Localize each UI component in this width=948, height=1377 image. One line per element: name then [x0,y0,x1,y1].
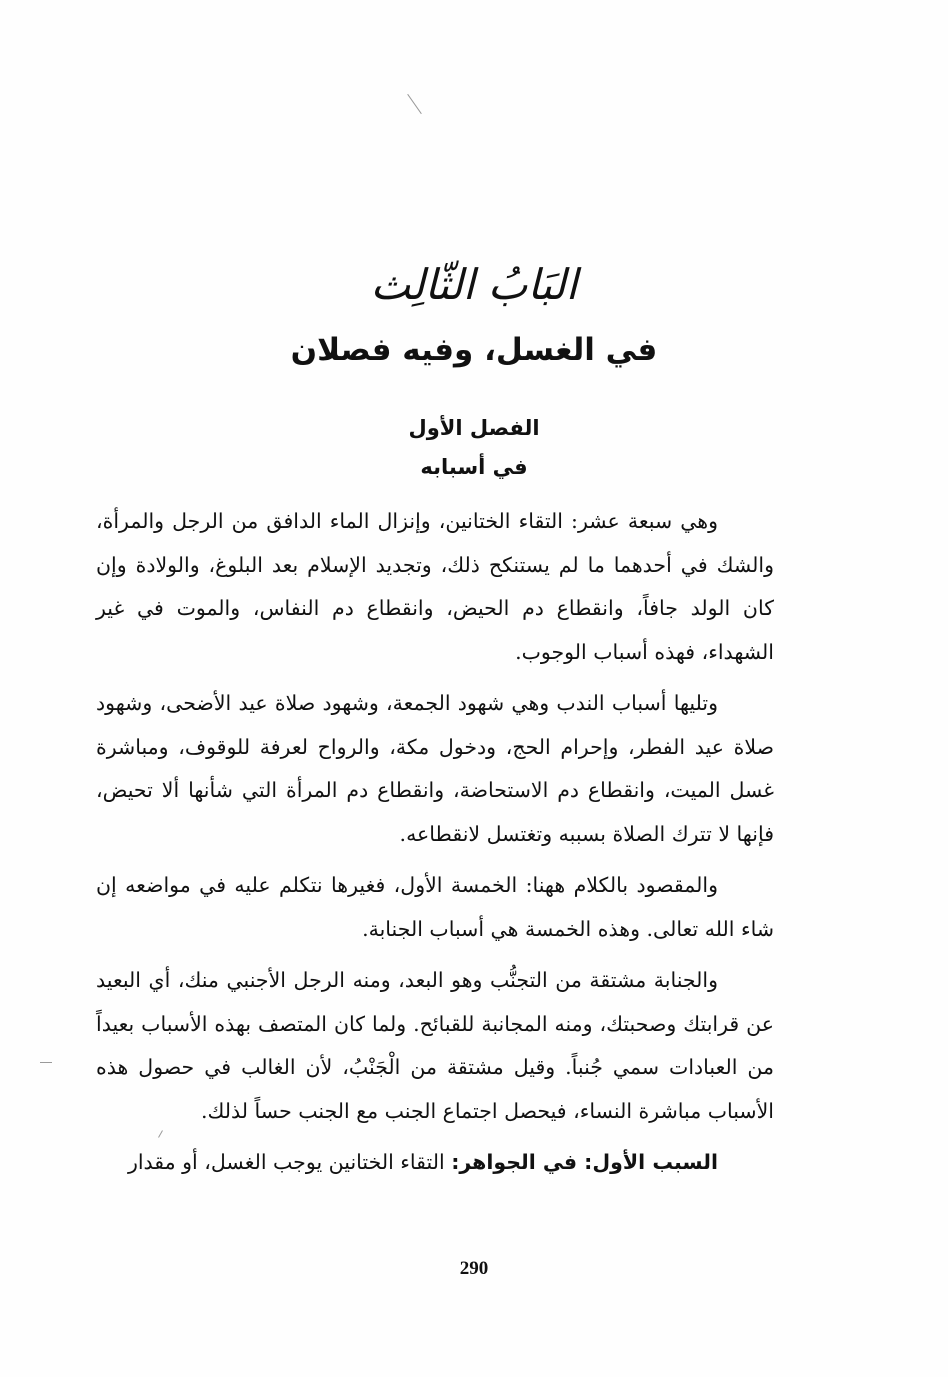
chapter-heading [0,252,948,486]
chapter-title: البَابُ الثّالِث [370,260,578,309]
chapter-subtitle: في الغسل، وفيه فصلان [290,332,658,368]
paragraph-lead: السبب الأول: في الجواهر: [451,1150,718,1174]
paragraph-last [96,1141,774,1185]
paragraph-text: التقاء الختانين يوجب الغسل، أو مقدار [127,1150,445,1174]
paragraph: وهي سبعة عشر: التقاء الختانين، وإنزال الماء الدافق من الرجل والمرأة، والشك في أحدهما ما لم يستنكح ذلك، وتجديد الإسلام بعد البلوغ، والولادة وإن كان الولد جافاً، وانقطاع دم الحيض، وانقطاع دم النفاس، والموت في غير الشهداء، فهذه أسباب الوجوب. [96,509,774,664]
section-subtitle: في أسبابه [420,455,528,479]
paragraph: والجنابة مشتقة من التجنُّب وهو البعد، ومنه الرجل الأجنبي منك، أي البعيد عن قرابتك وصحبتك، ومنه المجانبة للقبائح. ولما كان المتصف بهذه الأسباب بعيداً من العبادات سمي جُنباً. وقيل مشتقة من الْجَنْبُ، لأن الغالب في حصول هذه الأسباب مباشرة النساء، فيحصل اجتماع الجنب مع الجنب حساً لذلك. [96,968,774,1123]
paragraph: والمقصود بالكلام ههنا: الخمسة الأول، فغيرها نتكلم عليه في مواضعه إن شاء الله تعالى. وهذه الخمسة هي أسباب الجنابة. [96,873,774,941]
paragraph: وتليها أسباب الندب وهي شهود الجمعة، وشهود صلاة عيد الأضحى، وشهود صلاة عيد الفطر، وإحرام الحج، ودخول مكة، والرواح لعرفة للوقوف، ومباشرة غسل الميت، وانقطاع دم الاستحاضة، وانقطاع دم المرأة التي شأنها ألا تحيض، فإنها لا تترك الصلاة بسببه وتغتسل لانقطاعه. [96,691,774,846]
section-title: الفصل الأول [408,416,540,440]
page-number: 290 [459,1258,489,1279]
body-text [96,500,774,1185]
scan-speck [407,94,422,114]
scan-speck [40,1062,52,1063]
